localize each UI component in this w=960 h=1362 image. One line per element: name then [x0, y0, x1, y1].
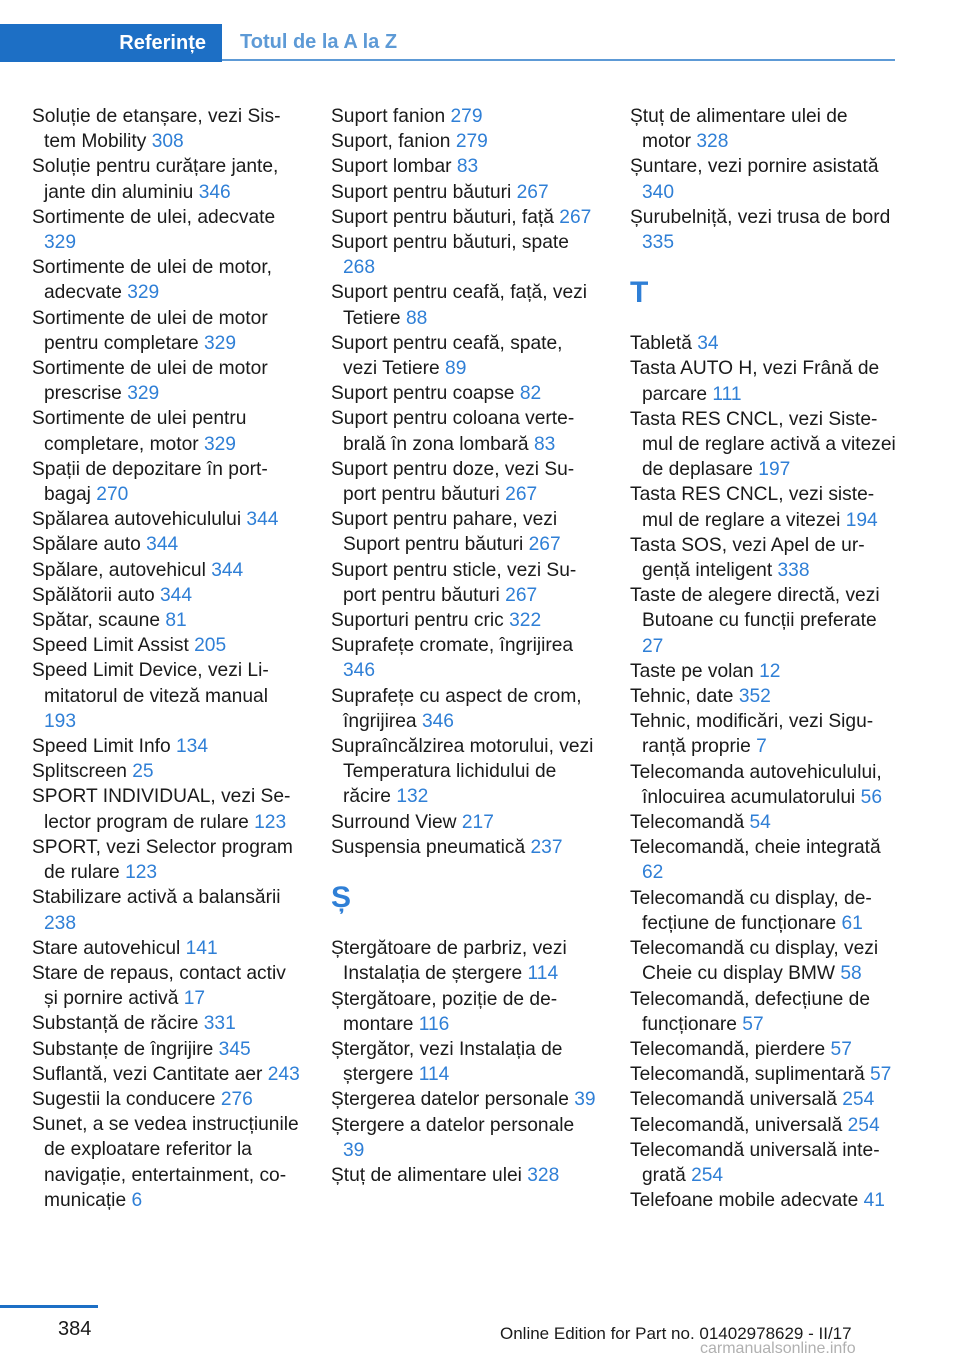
- page-link[interactable]: 27: [642, 635, 664, 657]
- page-link[interactable]: 329: [44, 232, 77, 254]
- page-link[interactable]: 114: [527, 963, 559, 985]
- page-link[interactable]: 197: [758, 459, 791, 481]
- page-link[interactable]: 58: [840, 963, 862, 985]
- page-link[interactable]: 267: [559, 206, 592, 228]
- index-entry-text: Suprafețe cromate, îngrijirea: [331, 635, 574, 657]
- footer-divider: [0, 1305, 98, 1308]
- index-entry-text: Telecomandă cu display, defecțiune de funcționare: [630, 887, 872, 934]
- page-link[interactable]: 123: [254, 811, 287, 833]
- page-link[interactable]: 267: [516, 181, 549, 203]
- index-entry-text: Supraîncălzirea motorului, vezi Temperatura lichidului de răcire: [331, 736, 594, 808]
- index-entry: [32, 356, 300, 406]
- page-link[interactable]: 57: [870, 1064, 892, 1086]
- index-entry: [32, 1062, 300, 1087]
- index-entry: [32, 835, 300, 885]
- page-link[interactable]: 279: [455, 131, 488, 153]
- index-entry-text: Stare de repaus, contact activ și pornire activă: [32, 962, 286, 1010]
- page-link[interactable]: 123: [125, 862, 158, 884]
- index-entry-text: Șuntare, vezi pornire asistată: [630, 156, 879, 178]
- index-entry-text: Suport pentru sticle, vezi Suport pentru băuturi: [331, 559, 577, 606]
- page-link[interactable]: 344: [146, 534, 179, 556]
- page-link[interactable]: 132: [396, 786, 429, 808]
- page-link[interactable]: 83: [456, 156, 479, 178]
- page-link[interactable]: 39: [343, 1139, 365, 1161]
- page-link[interactable]: 7: [756, 736, 767, 758]
- index-column-2: [331, 104, 599, 1188]
- page-link[interactable]: 344: [246, 509, 279, 531]
- index-entry-text: Suport pentru băuturi, față: [331, 206, 554, 228]
- page-link[interactable]: 134: [176, 736, 209, 758]
- index-entry: [630, 709, 898, 759]
- index-entry-text: Spălătorii auto: [32, 584, 155, 606]
- header-bar: [0, 24, 895, 62]
- page-link[interactable]: 329: [127, 383, 160, 405]
- index-entry: [630, 1062, 898, 1087]
- index-entry-text: Ștergător, vezi Instalația de ștergere: [331, 1038, 563, 1086]
- index-entry: [32, 1037, 300, 1062]
- index-entry: [32, 1112, 300, 1213]
- index-entry-text: Stare autovehicul: [32, 937, 181, 959]
- page-link[interactable]: 114: [418, 1064, 450, 1086]
- section-letter: Ș: [331, 881, 352, 915]
- index-entry-text: Tehnic, date: [630, 686, 734, 708]
- index-entry: [32, 507, 300, 532]
- index-entry-text: Telecomandă, pierdere: [630, 1038, 826, 1060]
- index-entry: [32, 658, 300, 734]
- index-entry-text: Telecomandă, defecțiune de funcționare: [630, 988, 871, 1035]
- index-entry: [331, 457, 599, 507]
- index-entry: [630, 482, 898, 532]
- index-entry-text: Sortimente de ulei de motor, adecvate: [32, 257, 272, 304]
- index-entry-text: Suport pentru coloana vertebrală în zona lombară: [331, 408, 575, 455]
- page-link[interactable]: 279: [450, 106, 483, 127]
- index-entry-text: Ștuț de alimentare ulei de motor: [630, 106, 848, 153]
- page-link[interactable]: 57: [742, 1013, 764, 1035]
- page-link[interactable]: 62: [642, 862, 664, 884]
- index-entry: [331, 230, 599, 280]
- index-entry: [630, 1037, 898, 1062]
- index-entry-text: Tehnic, modificări, vezi Siguranță proprie: [630, 711, 874, 758]
- index-entry-text: Tasta AUTO H, vezi Frână de parcare: [630, 358, 880, 405]
- index-entry-text: Suflantă, vezi Cantitate aer: [32, 1063, 263, 1085]
- index-entry: [630, 810, 898, 835]
- index-entry: [331, 507, 599, 557]
- page-link[interactable]: 25: [132, 761, 154, 783]
- page-link[interactable]: 267: [505, 484, 538, 506]
- index-entry: [630, 835, 898, 885]
- page-link[interactable]: 193: [44, 710, 77, 732]
- index-entry: [331, 331, 599, 381]
- page-link[interactable]: 270: [96, 484, 129, 506]
- page-link[interactable]: 335: [642, 232, 675, 254]
- page-link[interactable]: 329: [203, 433, 236, 455]
- index-entry: [630, 1188, 898, 1213]
- index-entry-text: Sortimente de ulei de motor prescrise: [32, 358, 268, 405]
- page-link[interactable]: 6: [131, 1189, 143, 1211]
- page-link[interactable]: 340: [642, 181, 675, 203]
- index-entry: [32, 734, 300, 759]
- page-link[interactable]: 308: [151, 131, 184, 153]
- index-entry-text: Telecomandă, cheie integrată: [630, 837, 881, 859]
- index-entry-text: Substanță de răcire: [32, 1013, 199, 1035]
- index-entry-text: Soluție pentru curățare jante, jante din aluminiu: [32, 156, 279, 203]
- page-link[interactable]: 141: [185, 937, 218, 959]
- index-entry: [32, 532, 300, 557]
- index-entry-text: Șurubelniță, vezi trusa de bord: [630, 206, 891, 228]
- index-entry: [630, 760, 898, 810]
- index-entry-text: Sortimente de ulei, adecvate: [32, 206, 276, 228]
- index-entry: [630, 205, 898, 255]
- index-entry-text: Suport fanion: [331, 106, 446, 127]
- index-entry-text: Suspensia pneumatică: [331, 836, 526, 858]
- tab-references[interactable]: Referințe: [0, 24, 222, 62]
- index-entry-text: Sugestii la conducere: [32, 1088, 216, 1110]
- page-link[interactable]: 328: [696, 131, 729, 153]
- index-entry: [630, 583, 898, 659]
- index-entry: [331, 810, 599, 835]
- index-entry-text: Telecomanda autovehiculului, înlocuirea acumulatorului: [630, 761, 882, 808]
- index-entry-text: Ștergătoare de parbriz, vezi Instalația de ștergere: [331, 938, 567, 985]
- page-link[interactable]: 254: [691, 1164, 724, 1186]
- index-entry: [32, 306, 300, 356]
- index-entry-text: Suport, fanion: [331, 131, 451, 153]
- index-entry-text: Ștuț de alimentare ulei: [331, 1164, 522, 1186]
- page-link[interactable]: 12: [759, 660, 781, 682]
- index-column-1: [32, 104, 300, 1213]
- page-link[interactable]: 329: [127, 282, 160, 304]
- watermark: carmanualsonline.info: [700, 1340, 856, 1357]
- index-entry: [630, 1113, 898, 1138]
- index-entry-text: Tasta RES CNCL, vezi sistemul de reglare a vitezei: [630, 484, 875, 531]
- index-entry: [32, 885, 300, 935]
- index-entry: [32, 1011, 300, 1036]
- index-entry: [331, 381, 599, 406]
- page-link[interactable]: 61: [841, 912, 863, 934]
- page-link[interactable]: 34: [697, 333, 719, 355]
- page-link[interactable]: 217: [461, 811, 494, 833]
- page-link[interactable]: 328: [527, 1164, 560, 1186]
- page-link[interactable]: 83: [533, 433, 556, 455]
- index-entry: [331, 734, 599, 810]
- index-entry: [32, 255, 300, 305]
- index-entry-text: Spătar, scaune: [32, 610, 161, 632]
- index-entry: [331, 1163, 599, 1188]
- index-entry: [630, 407, 898, 483]
- page-link[interactable]: 82: [519, 383, 542, 405]
- index-entry-text: Sunet, a se vedea instrucțiunile de exploatare referitor la navigație, entertainment, comunicație: [32, 1114, 299, 1211]
- index-entry-text: Telecomandă universală: [630, 1089, 837, 1111]
- index-entry-text: Telecomandă cu display, vezi Cheie cu display BMW: [630, 938, 879, 985]
- page-link[interactable]: 238: [44, 912, 77, 934]
- index-entry: [630, 659, 898, 684]
- index-entry: [331, 936, 599, 986]
- page-number: 384: [58, 1318, 92, 1340]
- index-entry-text: Suprafețe cu aspect de crom, îngrijirea: [331, 685, 582, 732]
- index-entry-text: Spălarea autovehiculului: [32, 509, 242, 531]
- page-link[interactable]: 57: [830, 1038, 852, 1060]
- page-link[interactable]: 329: [204, 332, 237, 354]
- index-entry-text: Telecomandă, suplimentară: [630, 1064, 865, 1086]
- index-entry: [32, 1087, 300, 1112]
- index-entry-text: Suport pentru ceafă, spate, vezi Tetiere: [331, 332, 563, 380]
- index-entry: [630, 987, 898, 1037]
- index-entry: [331, 684, 599, 734]
- index-entry: [630, 1138, 898, 1188]
- index-entry: [32, 154, 300, 204]
- index-entry: [331, 633, 599, 683]
- index-entry-text: Suport pentru ceafă, față, vezi Tetiere: [331, 282, 587, 329]
- page-link[interactable]: 89: [445, 358, 467, 380]
- index-entry-text: Speed Limit Info: [32, 736, 171, 758]
- page-link[interactable]: 54: [749, 812, 771, 834]
- page-link[interactable]: 254: [847, 1114, 880, 1136]
- page-link[interactable]: 344: [211, 559, 244, 581]
- index-entry-text: Substanțe de îngrijire: [32, 1038, 214, 1060]
- page-link[interactable]: 268: [343, 257, 376, 279]
- index-entry-text: Suport pentru doze, vezi Suport pentru băuturi: [331, 458, 575, 506]
- index-entry: [331, 280, 599, 330]
- tab-a-to-z[interactable]: Totul de la A la Z: [240, 31, 398, 53]
- index-entry: [331, 1037, 599, 1087]
- index-entry: [32, 205, 300, 255]
- index-entry-text: Suport pentru băuturi: [331, 181, 512, 203]
- index-entry: [32, 457, 300, 507]
- index-entry-text: Suport pentru pahare, vezi Suport pentru băuturi: [331, 509, 558, 556]
- page-link[interactable]: 205: [194, 635, 227, 657]
- index-entry: [331, 987, 599, 1037]
- index-column-3: [630, 104, 898, 1213]
- index-entry: [32, 104, 300, 154]
- index-entry-text: Sortimente de ulei pentru completare, motor: [32, 408, 247, 455]
- page-link[interactable]: 56: [860, 786, 882, 808]
- page-link[interactable]: 344: [160, 584, 193, 606]
- index-entry-text: Suporturi pentru cric: [331, 610, 504, 632]
- index-entry: [630, 684, 898, 709]
- index-entry-text: Telefoane mobile adecvate: [630, 1190, 859, 1212]
- index-entry-text: Taste pe volan: [630, 660, 754, 682]
- index-entry-text: Suport pentru băuturi, spate: [331, 232, 569, 254]
- page-link[interactable]: 331: [203, 1013, 236, 1035]
- index-entry-text: Suport lombar: [331, 156, 452, 178]
- page-link[interactable]: 41: [863, 1190, 885, 1212]
- index-entry: [32, 558, 300, 583]
- page-link[interactable]: 17: [183, 988, 206, 1010]
- page-link[interactable]: 345: [218, 1038, 251, 1060]
- page-link[interactable]: 39: [574, 1089, 596, 1111]
- index-entry: [630, 886, 898, 936]
- index-entry: [32, 759, 300, 784]
- index-entry-text: Tasta SOS, vezi Apel de urgență inteligent: [630, 534, 865, 582]
- index-entry: [331, 180, 599, 205]
- index-entry-text: Suport pentru coapse: [331, 383, 515, 405]
- index-entry-text: Spălare, autovehicul: [32, 559, 206, 581]
- index-entry: [331, 205, 599, 230]
- index-entry-text: Speed Limit Assist: [32, 635, 189, 657]
- page-link[interactable]: 81: [165, 610, 187, 632]
- index-entry-text: Sortimente de ulei de motor pentru completare: [32, 307, 268, 354]
- index-entry: [630, 104, 898, 154]
- page-link[interactable]: 116: [418, 1013, 450, 1035]
- index-entry-text: Tabletă: [630, 333, 692, 355]
- index-entry-text: SPORT, vezi Selector program de rulare: [32, 836, 293, 884]
- index-entry-text: Telecomandă universală integrată: [630, 1139, 880, 1186]
- index-entry: [331, 608, 599, 633]
- page-link[interactable]: 346: [343, 660, 376, 682]
- index-entry-text: Telecomandă: [630, 812, 745, 834]
- index-entry: [331, 129, 599, 154]
- index-entry-text: Spălare auto: [32, 534, 141, 556]
- header-divider: [222, 59, 895, 61]
- index-entry: [32, 961, 300, 1011]
- index-entry: [331, 558, 599, 608]
- index-entry-text: Stabilizare activă a balansării: [32, 887, 281, 909]
- index-entry: [331, 1087, 599, 1112]
- index-entry: [32, 583, 300, 608]
- section-letter: T: [630, 276, 649, 310]
- page-link[interactable]: 111: [712, 383, 742, 405]
- page-link[interactable]: 267: [505, 584, 538, 606]
- index-entry-text: Taste de alegere directă, vezi Butoane cu funcții preferate: [630, 585, 880, 632]
- index-entry: [32, 633, 300, 658]
- index-entry-text: Ștergerea datelor personale: [331, 1089, 569, 1111]
- page-link[interactable]: 276: [220, 1088, 253, 1110]
- index-entry: [32, 406, 300, 456]
- index-entry: [331, 154, 599, 179]
- page-link[interactable]: 243: [267, 1063, 300, 1085]
- index-entry-text: Telecomandă, universală: [630, 1114, 843, 1136]
- page-link[interactable]: 194: [845, 509, 878, 531]
- index-entry: [630, 533, 898, 583]
- index-entry: [630, 936, 898, 986]
- index-entry: [630, 154, 898, 204]
- index-entry: [331, 406, 599, 456]
- page-link[interactable]: 254: [842, 1089, 875, 1111]
- page-link[interactable]: 88: [405, 307, 428, 329]
- index-entry-text: Speed Limit Device, vezi Limitatorul de viteză manual: [32, 660, 269, 707]
- index-entry-text: Splitscreen: [32, 761, 127, 783]
- index-entry: [32, 784, 300, 834]
- index-entry: [630, 1087, 898, 1112]
- page-link[interactable]: 267: [528, 534, 561, 556]
- index-entry: [630, 356, 898, 406]
- index-entry: [331, 835, 599, 860]
- index-entry: [630, 331, 898, 356]
- page-link[interactable]: 346: [198, 181, 231, 203]
- page-link[interactable]: 338: [777, 560, 810, 582]
- index-entry-text: Soluție de etanșare, vezi Sistem Mobility: [32, 106, 281, 153]
- index-entry-text: Surround View: [331, 811, 457, 833]
- index-entry-text: Ștergătoare, poziție de demontare: [331, 988, 558, 1035]
- page-link[interactable]: 352: [738, 686, 771, 708]
- page-link[interactable]: 346: [421, 710, 454, 732]
- index-entry: [32, 608, 300, 633]
- edition-note: Online Edition for Part no. 01402978629 - II/17: [500, 1324, 852, 1343]
- index-entry-text: Ștergere a datelor personale: [331, 1114, 575, 1136]
- index-entry-text: SPORT INDIVIDUAL, vezi Selector program de rulare: [32, 786, 291, 833]
- index-entry-text: Spații de depozitare în portbagaj: [32, 458, 268, 506]
- index-entry: [331, 104, 599, 129]
- index-entry-text: Tasta RES CNCL, vezi Sistemul de reglare activă a vitezei de deplasare: [630, 408, 896, 481]
- index-entry: [32, 936, 300, 961]
- page-link[interactable]: 237: [530, 836, 563, 858]
- page-link[interactable]: 322: [509, 610, 542, 632]
- index-entry: [331, 1113, 599, 1163]
